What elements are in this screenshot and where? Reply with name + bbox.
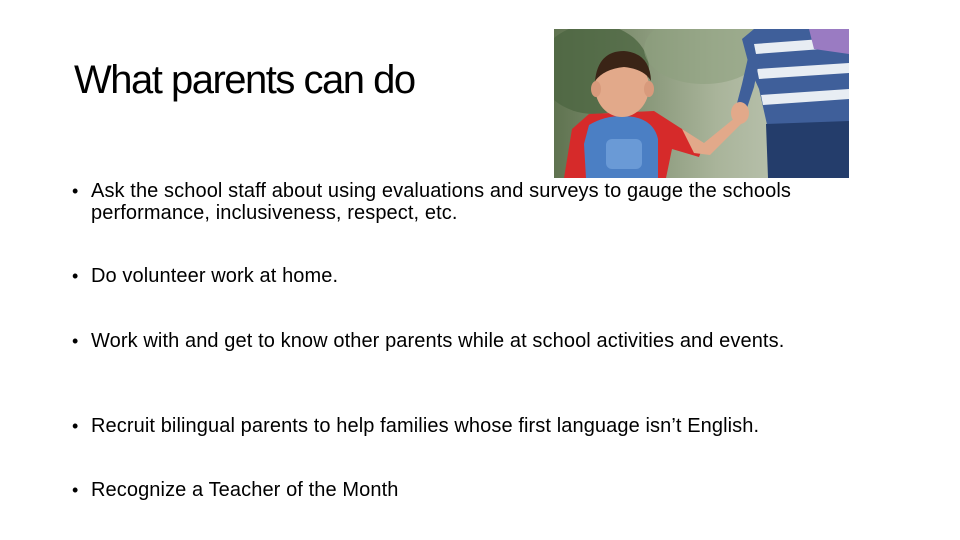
- bullet-text: Recognize a Teacher of the Month: [91, 479, 399, 501]
- bullet-text: Ask the school staff about using evaluations and surveys to gauge the schools performance, inclusiveness, respect, etc.: [91, 180, 791, 224]
- slide-title: What parents can do: [74, 58, 415, 102]
- bullet-text: Do volunteer work at home.: [91, 265, 339, 287]
- parent-child-photo: [554, 29, 849, 178]
- bullet-dot-icon: •: [72, 480, 79, 500]
- bullet-item-bilingual: [72, 415, 912, 437]
- bullet-item-evaluations: [72, 180, 912, 224]
- bullet-dot-icon: •: [72, 266, 79, 286]
- bullet-dot-icon: •: [72, 331, 79, 351]
- bullet-item-teacher-of-month: [72, 479, 912, 501]
- parent-child-photo-image: [554, 29, 849, 178]
- bullet-dot-icon: •: [72, 181, 79, 201]
- bullet-text: Work with and get to know other parents while at school activities and events.: [91, 330, 785, 352]
- bullet-item-volunteer: [72, 265, 912, 287]
- bullet-dot-icon: •: [72, 416, 79, 436]
- bullet-text: Recruit bilingual parents to help families whose first language isn’t English.: [91, 415, 760, 437]
- bullet-item-other-parents: [72, 330, 912, 352]
